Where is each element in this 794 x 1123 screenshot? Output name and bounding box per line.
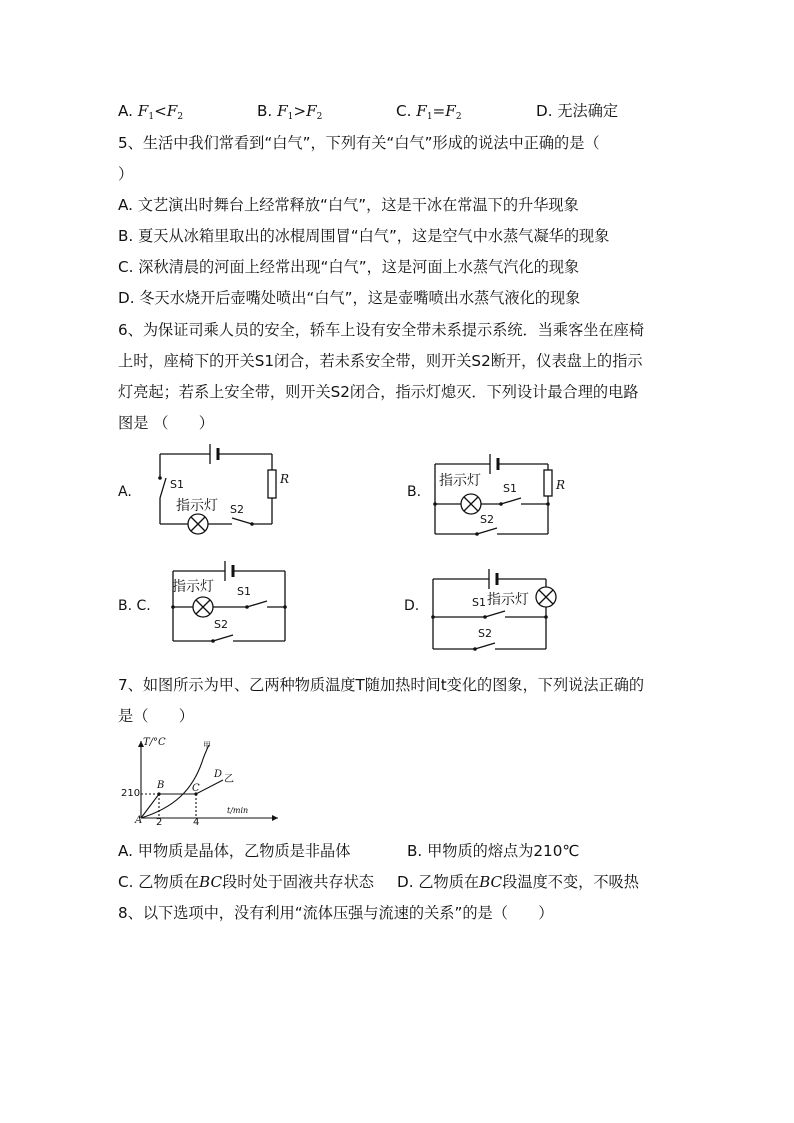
graph-point-d: D [214, 769, 223, 780]
q8-stem: 8、以下选项中，没有利用“流体压强与流速的关系”的是（ ） [118, 904, 554, 922]
q7-option-a: A. 甲物质是晶体，乙物质是非晶体 [118, 842, 351, 860]
circuit-d-lamp-label: 指示灯 [487, 592, 529, 608]
circuit-d-label: D. [404, 598, 420, 614]
q7-option-c: C. 乙物质在BC段时处于固液共存状态 [118, 873, 374, 891]
circuit-c-s1-label: S1 [237, 585, 251, 598]
q5-stem-line2: ） [118, 165, 134, 183]
q5-option-d: D. 冬天水烧开后壶嘴处喷出“白气”，这是壶嘴喷出水蒸气液化的现象 [118, 289, 581, 307]
circuit-a-s2-label: S2 [230, 503, 244, 516]
q6-stem-line1: 6、为保证司乘人员的安全，轿车上设有安全带未系提示系统．当乘客坐在座椅 [118, 321, 645, 339]
graph-point-a: A [135, 815, 143, 826]
graph-x-tick-4: 4 [193, 817, 200, 828]
q5-option-a: A. 文艺演出时舞台上经常释放“白气”，这是干冰在常温下的升华现象 [118, 196, 579, 214]
circuit-c-diagram [163, 555, 293, 650]
circuit-b-s2-label: S2 [480, 513, 494, 526]
circuit-c-label: B. C. [118, 598, 151, 614]
q5-stem-line1: 5、生活中我们常看到“白气”，下列有关“白气”形成的说法中正确的是（ [118, 134, 600, 152]
q7-stem-line1: 7、如图所示为甲、乙两种物质温度T随加热时间t变化的图象，下列说法正确的 [118, 676, 645, 694]
circuit-a-r-label: R [280, 472, 290, 486]
q7-stem-line2: 是（ ） [118, 707, 194, 725]
q4-option-b: B. $F_1>F_2$ [257, 102, 323, 122]
circuit-d-diagram [423, 565, 563, 655]
circuit-d-s2-label: S2 [478, 627, 492, 640]
q6-stem-line3: 灯亮起；若系上安全带，则开关S2闭合，指示灯熄灭．下列设计最合理的电路 [118, 383, 639, 401]
q7-option-d: D. 乙物质在BC段温度不变，不吸热 [397, 873, 639, 891]
circuit-a-label: A. [118, 484, 132, 500]
graph-point-c: C [192, 783, 200, 794]
graph-x-tick-2: 2 [156, 817, 163, 828]
graph-series-jia: 甲 [203, 741, 211, 750]
circuit-c-lamp-label: 指示灯 [172, 579, 214, 595]
graph-x-axis-label: t/min [227, 806, 249, 815]
q6-stem-line2: 上时，座椅下的开关S1闭合，若未系安全带，则开关S2断开，仪表盘上的指示 [118, 352, 643, 370]
q4-option-c: C. $F_1=F_2$ [396, 102, 462, 122]
circuit-b-r-label: R [556, 478, 566, 492]
q5-option-b: B. 夏天从冰箱里取出的冰棍周围冒“白气”，这是空气中水蒸气凝华的现象 [118, 227, 610, 245]
q5-option-c: C. 深秋清晨的河面上经常出现“白气”，这是河面上水蒸气汽化的现象 [118, 258, 580, 276]
graph-y-tick-210: 210 [121, 788, 141, 799]
circuit-b-label: B. [407, 484, 422, 500]
q4-option-d: D. 无法确定 [536, 102, 619, 120]
circuit-b-diagram [425, 448, 570, 548]
circuit-a-s1-label: S1 [170, 478, 184, 491]
q7-option-b: B. 甲物质的熔点为210℃ [407, 842, 580, 860]
circuit-a-lamp-label: 指示灯 [176, 498, 218, 514]
q6-stem-line4: 图是 （ ） [118, 414, 214, 432]
circuit-b-s1-label: S1 [503, 482, 517, 495]
graph-y-axis-label: T/°C [143, 737, 166, 748]
circuit-c-s2-label: S2 [214, 618, 228, 631]
circuit-b-lamp-label: 指示灯 [439, 473, 481, 489]
graph-point-b: B [157, 780, 165, 791]
q4-option-a: A. $F_1<F_2$ [118, 102, 184, 122]
graph-series-yi: 乙 [224, 774, 234, 785]
curve-jia [141, 745, 209, 818]
curve-yi [141, 780, 223, 818]
circuit-d-s1-label: S1 [472, 596, 486, 609]
